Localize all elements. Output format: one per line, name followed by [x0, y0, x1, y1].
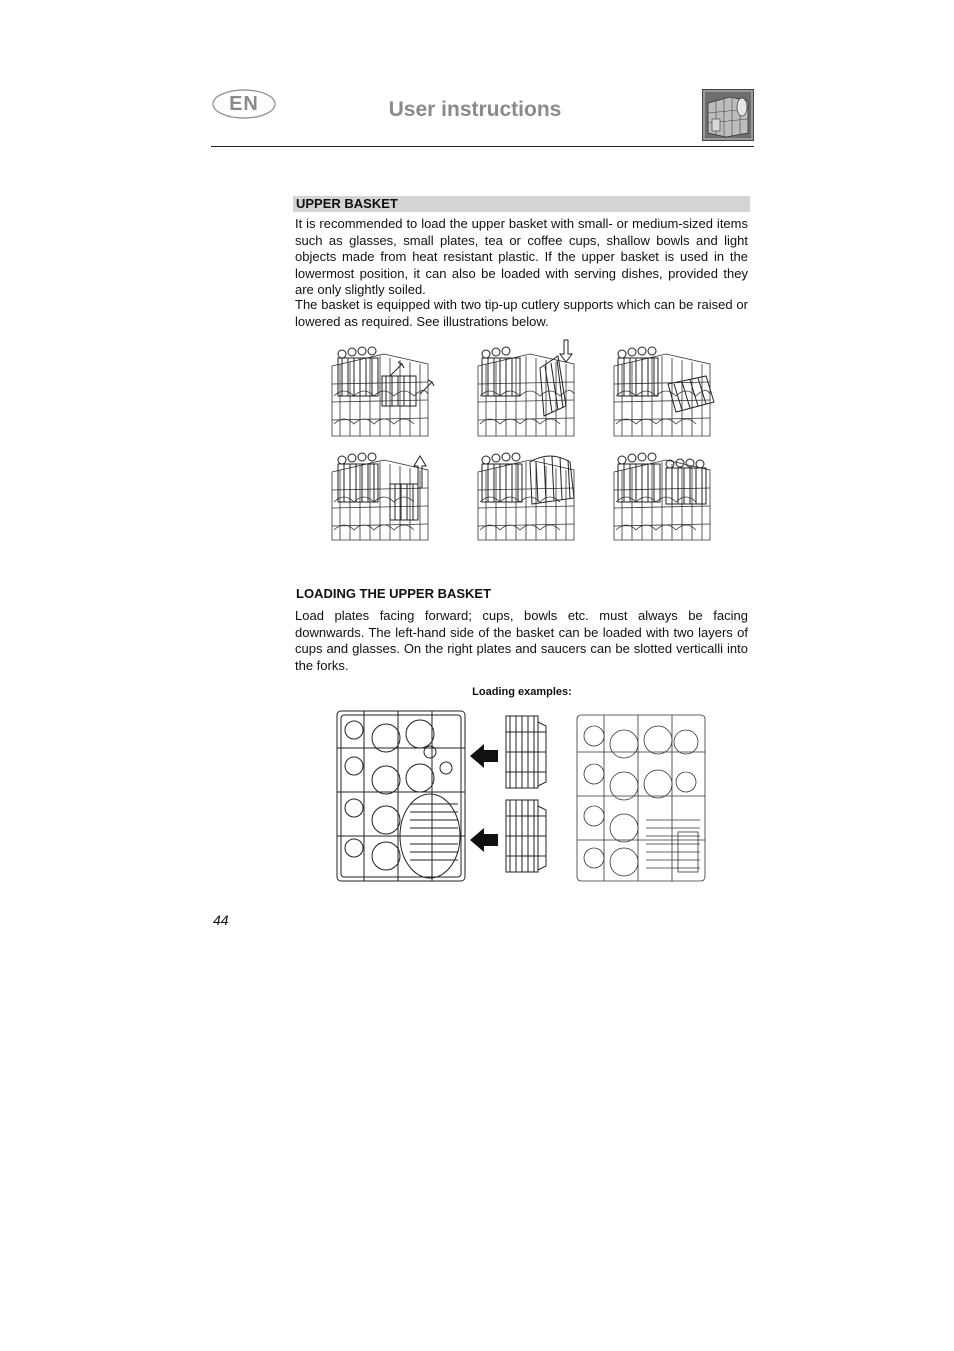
- section-title-loading: LOADING THE UPPER BASKET: [296, 586, 492, 601]
- basket-illustration-5: [470, 448, 582, 544]
- arrow-left-icon: [470, 744, 498, 768]
- arrow-left-icon: [470, 828, 498, 852]
- language-code: EN: [229, 93, 259, 115]
- basket-illustration-3: [606, 336, 718, 442]
- page-number: 44: [213, 912, 229, 928]
- language-badge: [212, 88, 276, 120]
- page-title: User instructions: [388, 98, 562, 121]
- basket-illustration-1: [324, 336, 436, 442]
- upper-basket-paragraph-2: The basket is equipped with two tip-up cutlery supports which can be raised or lowered as required. See illustrations below.: [295, 297, 748, 329]
- loading-examples-caption: Loading examples:: [472, 686, 572, 698]
- loading-example-right-basket: [574, 712, 708, 884]
- loading-paragraph: Load plates facing forward; cups, bowls etc. must always be facing downwards. The left-hand side of the basket can be loaded with two layers of cups and glasses. On the right plates and saucers can be slotted verticalli into the forks.: [295, 608, 748, 673]
- dishwasher-basket-icon: [702, 89, 754, 141]
- basket-illustration-2: [470, 336, 582, 442]
- upper-basket-paragraph-1: It is recommended to load the upper basket with small- or medium-sized items such as glasses, small plates, tea or coffee cups, shallow bowls and light objects made from heat resistant plastic. If the upper basket is used in the lowermost position, it can also be loaded with serving dishes, provided they are only slightly soiled.: [295, 216, 748, 297]
- loading-example-side-views: [470, 712, 550, 878]
- header-divider: [211, 146, 754, 147]
- loading-example-left-basket: [334, 708, 470, 886]
- basket-illustration-6: [606, 448, 718, 544]
- section-title-upper-basket: UPPER BASKET: [296, 196, 398, 211]
- basket-illustration-4: [324, 448, 436, 544]
